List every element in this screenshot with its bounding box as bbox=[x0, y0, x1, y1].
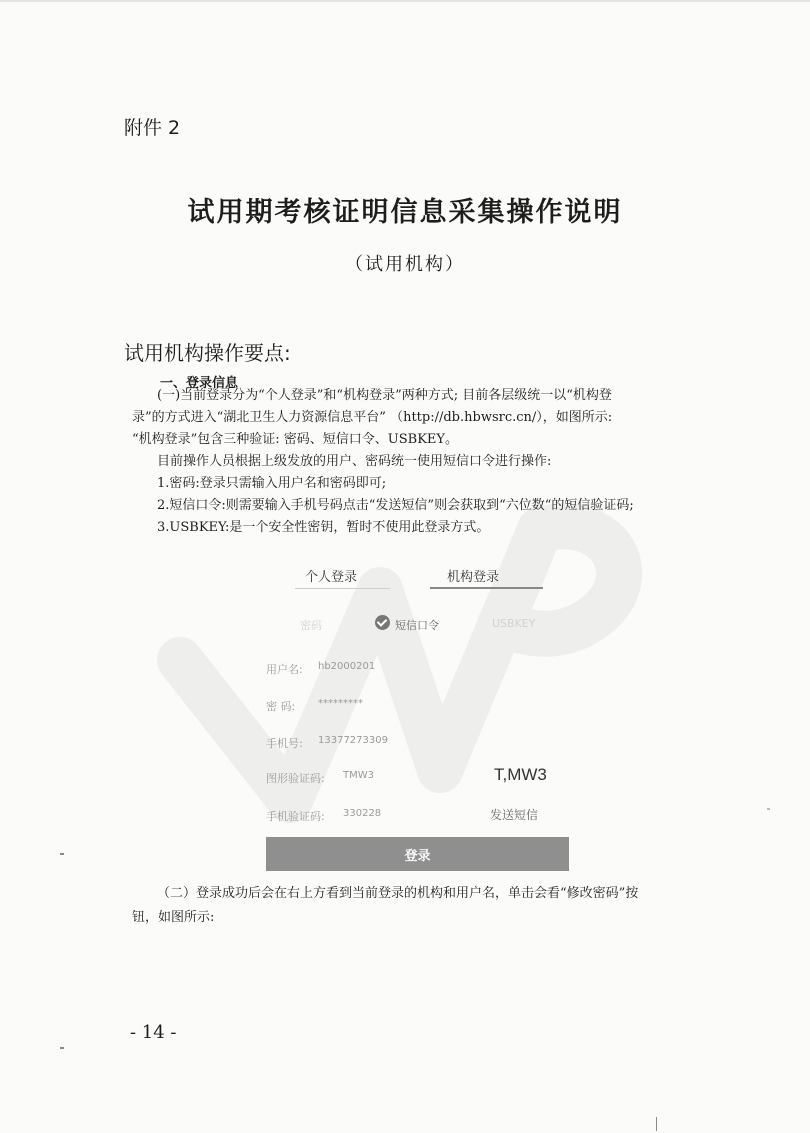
paragraph-6: （二）登录成功后会在右上方看到当前登录的机构和用户名，单击会看“修改密码”按 bbox=[157, 886, 639, 901]
section-title: 试用机构操作要点: bbox=[124, 341, 291, 365]
captcha-image[interactable]: T,MW3 bbox=[494, 765, 547, 784]
phone-label: 手机号: bbox=[266, 737, 303, 750]
scan-speck bbox=[60, 1047, 64, 1049]
tab-personal-login[interactable]: 个人登录 bbox=[305, 570, 358, 585]
check-circle-icon[interactable] bbox=[375, 615, 390, 630]
page-number: - 14 - bbox=[130, 1022, 177, 1043]
tab-org-login[interactable]: 机构登录 bbox=[447, 570, 500, 585]
phone-input[interactable]: 13377273309 bbox=[318, 735, 388, 746]
document-title: 试用期考核证明信息采集操作说明 bbox=[187, 197, 623, 228]
document-subtitle: （试用机构） bbox=[345, 254, 465, 275]
scan-speck bbox=[60, 853, 64, 855]
password-input[interactable]: ********* bbox=[318, 698, 363, 709]
option-password[interactable]: 密码 bbox=[300, 619, 322, 632]
option-usbkey[interactable]: USBKEY bbox=[492, 617, 536, 630]
paragraph-7: 钮，如图所示: bbox=[132, 910, 215, 925]
paragraph-1b: 录”的方式进入“湖北卫生人力资源信息平台” （http://db.hbwsrc.cn/），如图所示: bbox=[132, 410, 613, 425]
username-input[interactable]: hb2000201 bbox=[318, 661, 376, 672]
captcha-label: 图形验证码: bbox=[266, 772, 325, 785]
password-label: 密 码: bbox=[266, 700, 296, 713]
paragraph-4: 2.短信口令:则需要输入手机号码点击“发送短信”则会获取到“六位数“的短信验证码; bbox=[157, 498, 634, 513]
tab-underline-active bbox=[430, 587, 543, 589]
send-sms-button[interactable]: 发送短信 bbox=[490, 808, 539, 822]
tab-underline-inactive bbox=[295, 588, 390, 589]
login-button[interactable]: 登录 bbox=[266, 837, 569, 871]
paragraph-1a: (一)当前登录分为“个人登录”和“机构登录”两种方式; 目前各层级统一以“机构登 bbox=[157, 388, 612, 403]
subsection-heading: 一、登录信息 bbox=[160, 376, 239, 391]
option-sms[interactable]: 短信口令 bbox=[395, 619, 439, 632]
scan-speck bbox=[656, 1117, 657, 1131]
paragraph-1c: “机构登录”包含三种验证: 密码、短信口令、USBKEY。 bbox=[132, 432, 459, 447]
paragraph-2: 目前操作人员根据上级发放的用户、密码统一使用短信口令进行操作: bbox=[157, 454, 552, 469]
scan-top-edge bbox=[0, 0, 810, 2]
scan-speck bbox=[767, 808, 770, 810]
sms-code-input[interactable]: 330228 bbox=[343, 808, 382, 819]
paragraph-3: 1.密码:登录只需输入用户名和密码即可; bbox=[157, 476, 387, 491]
attachment-label: 附件 2 bbox=[124, 117, 181, 139]
captcha-input[interactable]: TMW3 bbox=[343, 770, 374, 781]
paragraph-5: 3.USBKEY:是一个安全性密钥，暂时不使用此登录方式。 bbox=[157, 520, 490, 535]
username-label: 用户名: bbox=[266, 663, 303, 676]
sms-code-label: 手机验证码: bbox=[266, 810, 325, 823]
